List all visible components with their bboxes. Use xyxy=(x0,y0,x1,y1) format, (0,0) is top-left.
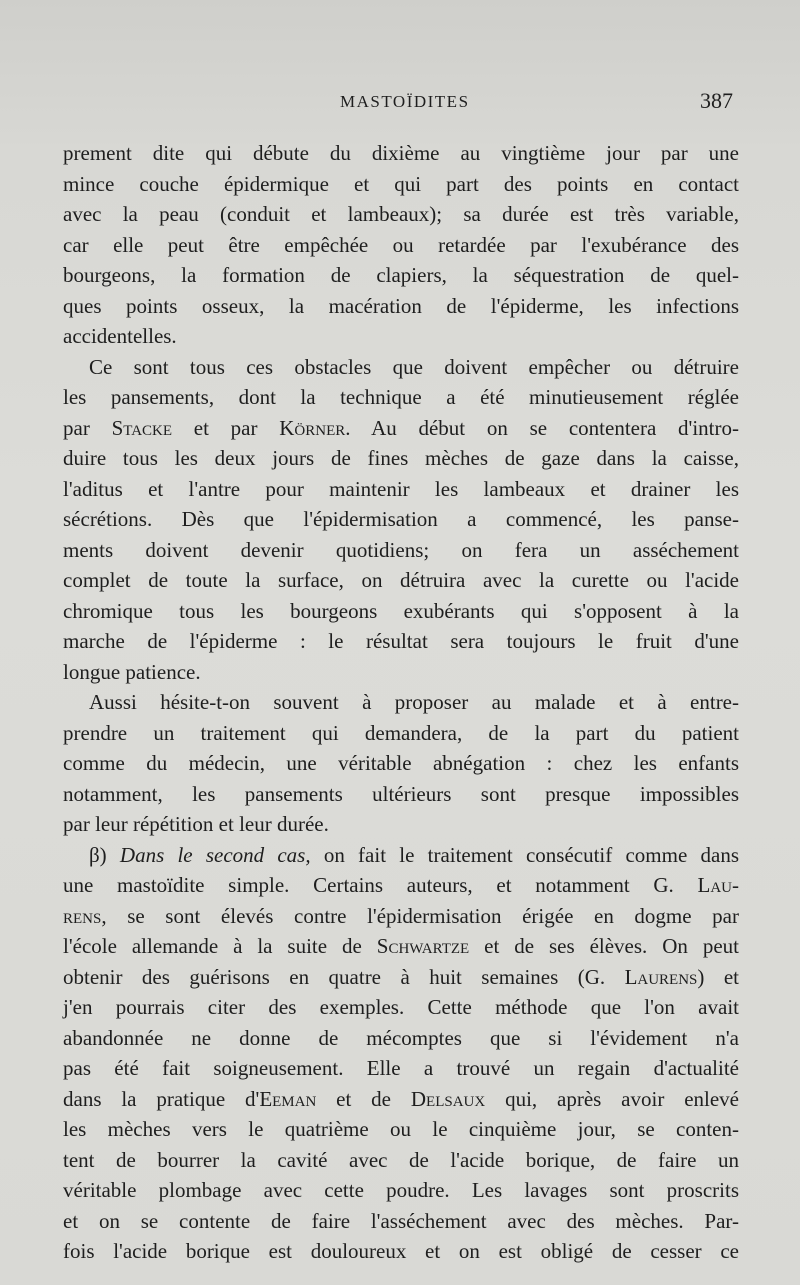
author-name: Lau- xyxy=(697,873,739,897)
text-line: Ce sont tous ces obstacles que doivent empêcher ou détruire xyxy=(89,354,739,379)
author-name: Laurens xyxy=(624,964,698,989)
text-line: sécrétions. Dès que l'épidermisation a commencé, les panse- xyxy=(63,507,739,531)
text-segment: qui, après avoir enlevé xyxy=(485,1086,739,1111)
author-name: Stacke xyxy=(111,415,173,440)
text-segment: l'école allemande à la suite de xyxy=(63,934,377,958)
page-header xyxy=(0,88,800,122)
text-line: accidentelles. xyxy=(63,324,177,348)
text-line xyxy=(63,1084,739,1115)
author-name: rens xyxy=(63,903,102,928)
text-line: avec la peau (conduit et lambeaux); sa durée est très variable, xyxy=(63,202,739,226)
text-line xyxy=(63,870,739,901)
text-line: les pansements, dont la technique a été minutieusement réglée xyxy=(63,385,739,409)
text-line: complet de toute la surface, on détruira avec la curette ou l'acide xyxy=(63,568,739,592)
text-line: pas été fait soigneusement. Elle a trouvé un regain d'actualité xyxy=(63,1056,739,1080)
italic-phrase: Dans le second cas, xyxy=(119,842,311,867)
text-segment: . Au début on se contentera d'intro- xyxy=(345,415,739,440)
running-head: MASTOÏDITES xyxy=(340,92,470,111)
text-line: prendre un traitement qui demandera, de la part du patient xyxy=(63,720,739,745)
text-line: ques points osseux, la macération de l'épiderme, les infections xyxy=(63,293,739,318)
text-segment: obtenir des guérisons en quatre à huit semaines (G. xyxy=(63,964,625,989)
text-segment: et de ses élèves. On peut xyxy=(469,934,739,958)
body-text xyxy=(63,138,739,1267)
text-line: et on se contente de faire l'asséchement avec des mèches. Par- xyxy=(63,1208,739,1233)
text-line: marche de l'épiderme : le résultat sera toujours le fruit d'une xyxy=(63,629,739,653)
text-line: les mèches vers le quatrième ou le cinquième jour, se conten- xyxy=(63,1117,739,1141)
text-segment: , se sont élevés contre l'épidermisation érigée en dogme par xyxy=(101,903,739,928)
author-name: Eeman xyxy=(259,1086,317,1111)
text-line: comme du médecin, une véritable abnégation : chez les enfants xyxy=(63,751,739,775)
text-line xyxy=(63,840,739,871)
text-line: l'aditus et l'antre pour maintenir les lambeaux et drainer les xyxy=(63,476,739,501)
text-line xyxy=(63,901,739,932)
text-line: véritable plombage avec cette poudre. Les lavages sont proscrits xyxy=(63,1178,739,1202)
author-name: Körner xyxy=(279,415,346,440)
text-line: ments doivent devenir quotidiens; on fera un asséchement xyxy=(63,537,739,562)
text-line xyxy=(63,931,739,962)
text-line: fois l'acide borique est douloureux et on est obligé de cesser ce xyxy=(63,1239,739,1263)
text-line: prement dite qui débute du dixième au vingtième jour par une xyxy=(63,141,739,165)
text-line: par leur répétition et leur durée. xyxy=(63,812,329,836)
text-segment: et de xyxy=(316,1086,411,1111)
text-line: longue patience. xyxy=(63,659,201,684)
text-segment: on fait le traitement consécutif comme dans xyxy=(310,842,739,867)
text-line: car elle peut être empêchée ou retardée par l'exubérance des xyxy=(63,232,739,257)
text-line: j'en pourrais citer des exemples. Cette méthode que l'on avait xyxy=(63,995,739,1019)
text-line: abandonnée ne donne de mécomptes que si l'évidement n'a xyxy=(63,1025,739,1050)
text-segment: β) xyxy=(89,842,120,867)
text-line: duire tous les deux jours de fines mèches de gaze dans la caisse, xyxy=(63,446,739,470)
text-segment: une mastoïdite simple. Certains auteurs, et notamment G. xyxy=(63,873,698,897)
text-line: mince couche épidermique et qui part des points en contact xyxy=(63,171,739,196)
text-line xyxy=(63,413,739,444)
text-line: notamment, les pansements ultérieurs sont presque impossibles xyxy=(63,781,739,806)
author-name: Schwartze xyxy=(376,934,470,958)
text-line: Aussi hésite-t-on souvent à proposer au malade et à entre- xyxy=(89,690,739,714)
text-segment: dans la pratique d' xyxy=(63,1086,260,1111)
text-line xyxy=(63,962,739,993)
text-segment: par xyxy=(63,415,112,440)
text-line: tent de bourrer la cavité avec de l'acide borique, de faire un xyxy=(63,1147,739,1172)
page-number: 387 xyxy=(700,88,733,113)
text-segment: et par xyxy=(172,415,280,440)
text-segment: ) et xyxy=(697,964,739,989)
author-name: Delsaux xyxy=(410,1086,486,1111)
text-line: bourgeons, la formation de clapiers, la séquestration de quel- xyxy=(63,263,739,287)
text-line: chromique tous les bourgeons exubérants qui s'opposent à la xyxy=(63,598,739,623)
